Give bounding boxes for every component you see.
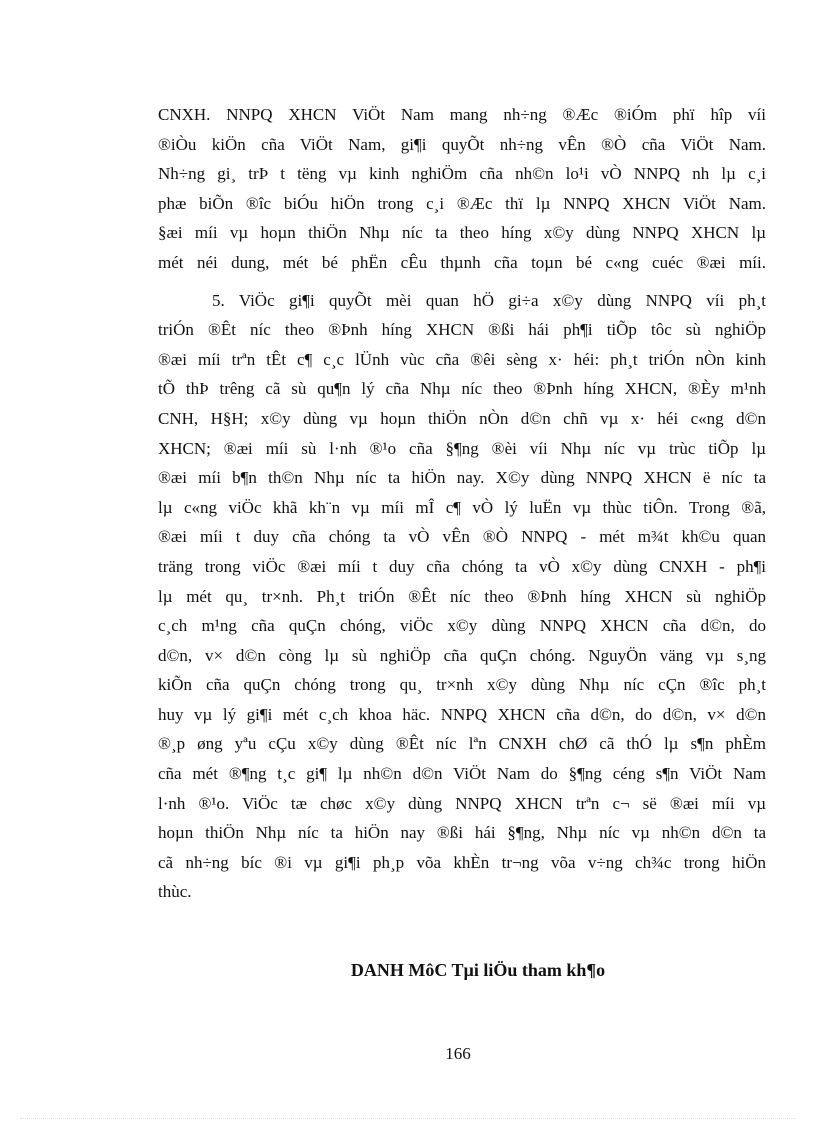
text-line: c¸ch m¹ng cña quÇn chóng, viÖc x©y dùng NNPQ XHCN cña d©n, do bbox=[158, 616, 766, 636]
section-heading: DANH MôC Tµi liÖu tham kh¶o bbox=[350, 960, 606, 980]
text-line: cña mét ®¶ng t¸c gi¶ lµ nh©n d©n ViÖt Nam do §¶ng céng s¶n ViÖt Nam bbox=[158, 764, 766, 784]
text-line: Nh÷ng gi¸ trÞ t tëng vµ kinh nghiÖm cña nh©n lo¹i vÒ NNPQ nh lµ c¸i bbox=[158, 164, 766, 184]
text-line: l·nh ®¹o. ViÖc tæ chøc x©y dùng NNPQ XHCN trªn c¬ së ®æi míi vµ bbox=[158, 793, 766, 813]
paragraph-2 bbox=[158, 286, 766, 907]
text-line: d©n, v× d©n còng lµ sù nghiÖp cña quÇn chóng. NguyÖn väng vµ s¸ng bbox=[158, 645, 766, 665]
text-line: XHCN; ®æi míi sù l·nh ®¹o cña §¶ng ®èi víi Nhµ níc vµ trùc tiÕp lµ bbox=[158, 438, 766, 458]
text-line: lµ mét qu¸ tr×nh. Ph¸t triÓn ®Êt níc theo ®Þnh híng XHCN sù nghiÖp bbox=[158, 586, 766, 606]
paragraph-1 bbox=[158, 100, 766, 278]
text-line: ®æi míi b¶n th©n Nhµ níc ta hiÖn nay. X©y dùng NNPQ XHCN ë níc ta bbox=[158, 468, 766, 488]
text-line: §æi míi vµ hoµn thiÖn Nhµ níc ta theo híng x©y dùng NNPQ XHCN lµ bbox=[158, 223, 766, 243]
page-number: 166 bbox=[445, 1044, 471, 1063]
text-line: CNH, H§H; x©y dùng vµ hoµn thiÖn nÒn d©n chñ vµ x· héi c«ng d©n bbox=[158, 408, 766, 428]
text-line: ®iÒu kiÖn cña ViÖt Nam, gi¶i quyÕt nh÷ng vÊn ®Ò cña ViÖt Nam. bbox=[158, 134, 766, 154]
text-line: träng trong viÖc ®æi míi t duy cña chóng ta vÒ x©y dùng CNXH - ph¶i bbox=[158, 556, 766, 576]
text-line: kiÕn cña quÇn chóng trong qu¸ tr×nh x©y dùng Nhµ níc cÇn ®îc ph¸t bbox=[158, 675, 766, 695]
text-line: ®¸p øng yªu cÇu x©y dùng ®Êt níc lªn CNXH chØ cã thÓ lµ s¶n phÈm bbox=[158, 734, 766, 754]
body-text bbox=[158, 100, 766, 907]
text-line: CNXH. NNPQ XHCN ViÖt Nam mang nh÷ng ®Æc ®iÓm phï hîp víi bbox=[158, 105, 766, 124]
text-line: thùc. bbox=[158, 882, 192, 902]
text-line: phæ biÕn ®îc biÓu hiÖn trong c¸i ®Æc thï lµ NNPQ XHCN ViÖt Nam. bbox=[158, 193, 766, 213]
text-line: ®æi míi trªn tÊt c¶ c¸c lÜnh vùc cña ®êi sèng x· héi: ph¸t triÓn nÒn kinh bbox=[158, 349, 766, 369]
text-line: tÕ thÞ trêng cã sù qu¶n lý cña Nhµ níc theo ®Þnh híng XHCN, ®Èy m¹nh bbox=[158, 379, 766, 399]
text-line: lµ c«ng viÖc khã kh¨n vµ míi mÎ c¶ vÒ lý luËn vµ thùc tiÔn. Trong ®ã, bbox=[158, 497, 766, 517]
text-line: cã nh÷ng bíc ®i vµ gi¶i ph¸p võa khÈn tr¬ng võa v÷ng ch¾c trong hiÖn bbox=[158, 852, 766, 872]
page-bottom-rule bbox=[20, 1118, 796, 1119]
text-line: triÓn ®Êt níc theo ®Þnh híng XHCN ®ßi hái ph¶i tiÕp tôc sù nghiÖp bbox=[158, 320, 766, 340]
text-line: huy vµ lý gi¶i mét c¸ch khoa häc. NNPQ XHCN cña d©n, do d©n, v× d©n bbox=[158, 704, 766, 724]
text-line: 5. ViÖc gi¶i quyÕt mèi quan hÖ gi÷a x©y dùng NNPQ víi ph¸t bbox=[212, 290, 766, 310]
text-line: hoµn thiÖn Nhµ níc ta hiÖn nay ®ßi hái §¶ng, Nhµ níc vµ nh©n d©n ta bbox=[158, 823, 766, 843]
text-line: mét néi dung, mét bé phËn cÊu thµnh cña toµn bé c«ng cuéc ®æi míi. bbox=[158, 252, 766, 272]
text-line: ®æi míi t duy cña chóng ta vÒ vÊn ®Ò NNPQ - mét m¾t kh©u quan bbox=[158, 527, 766, 547]
